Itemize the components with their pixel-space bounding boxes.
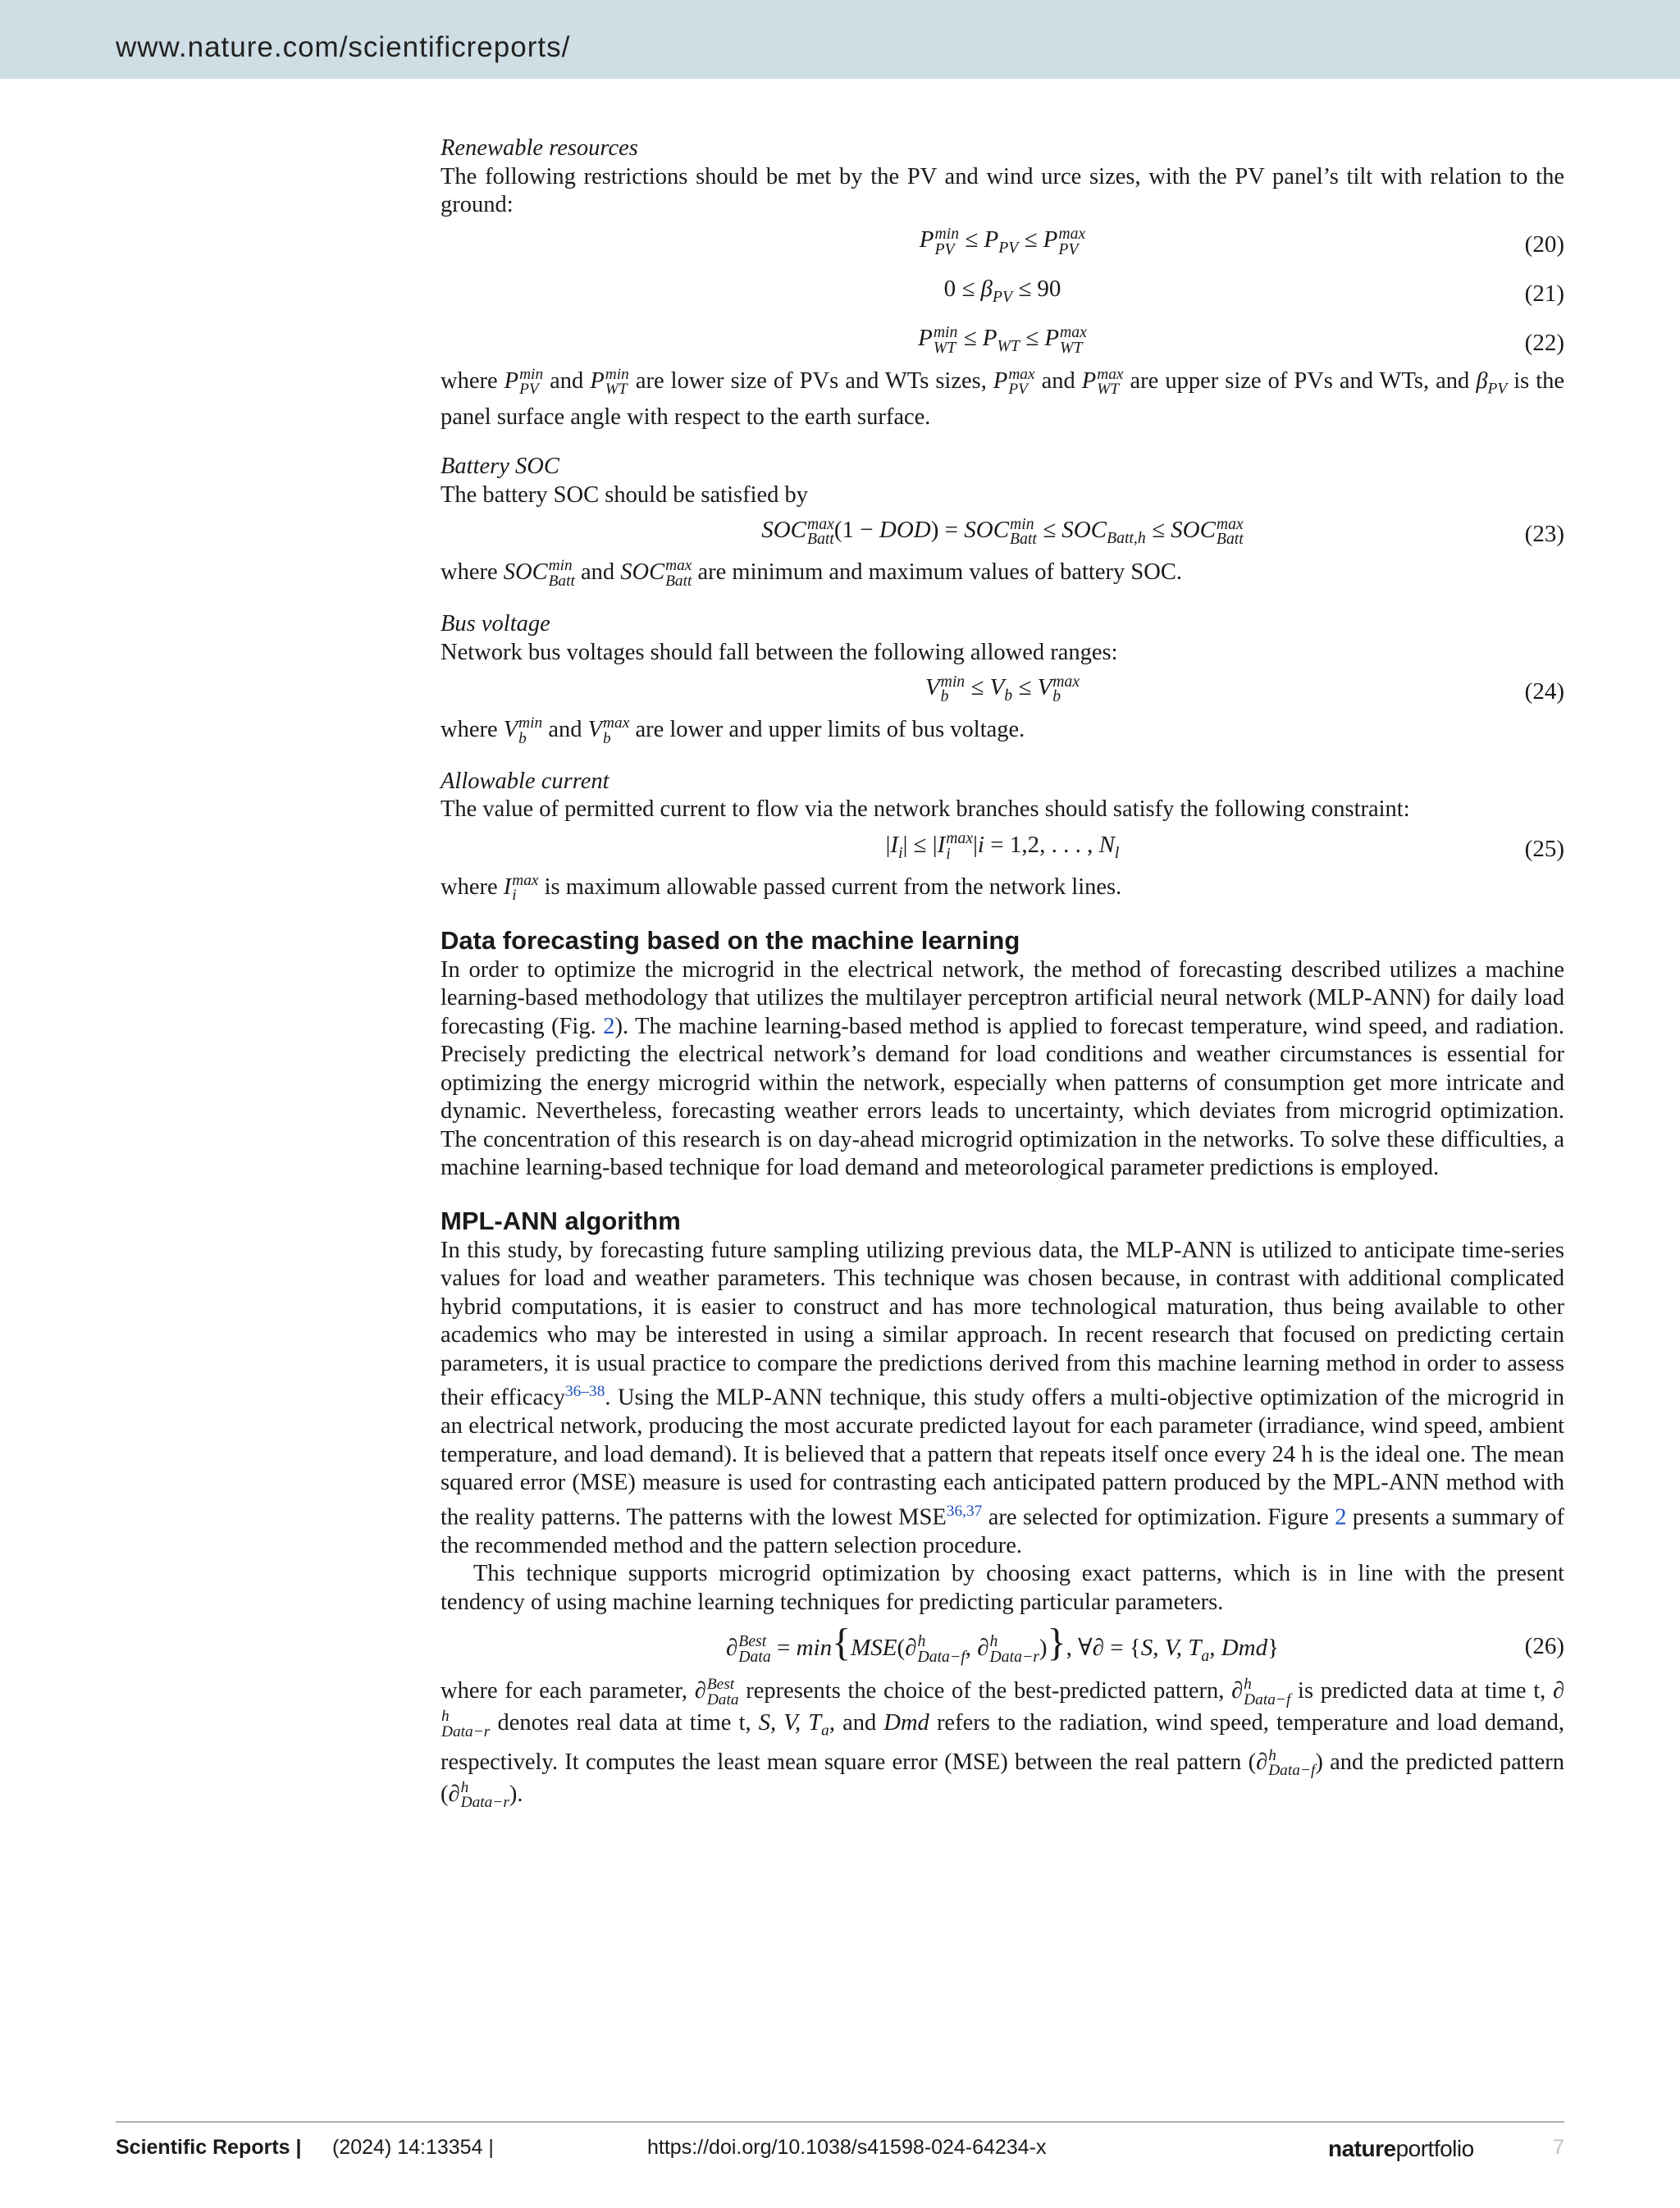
subheading-battery: Battery SOC [441,454,559,480]
section-renewable [441,135,1564,431]
paragraph-bus-where: where V min b and V max b are lower and upper limits of bus voltage. [441,714,1025,747]
paragraph-renewable-where: where P min PV and P min WT are lower size of PVs and WTs sizes, P max PV and P max WT are upper size of PVs and WTs, and $\beta_{PV}$ is the panel surface angle with respect to the earth surface. [441,365,1565,430]
equation-number: (25) [1524,835,1564,862]
paragraph-mpl-where: where for each parameter, ∂ Best Data represents the choice of the best-predicted pattern, ∂ h Data−f is predicted data at time t, ∂ h Data−r denotes real data at time t, S, V, $T_a$, and Dmd refers to the radiation, wind speed, temperature and load demand, respectively. It computes the least mean square error (MSE) between the real pattern (∂ h Data−f ) and the predicted pattern (∂ h Data−r ). [441,1676,1565,1812]
paragraph-current-where: where I max i is maximum allowable passed current from the network lines. [441,871,1122,905]
section-title-mpl-ann: MPL-ANN algorithm [441,1206,681,1235]
section-title-forecasting: Data forecasting based on the machine learning [441,925,1020,955]
subheading-renewable: Renewable resources [441,135,638,161]
equation-number: (24) [1524,677,1564,705]
paragraph-mpl-2: This technique supports microgrid optimization by choosing exact patterns, which is in line with the present tendency of using machine learning techniques for predicting particular parameters. [441,1561,1564,1615]
section-forecasting [441,925,1564,1183]
equation-number: (22) [1524,329,1564,356]
paragraph-mpl-1: In this study, by forecasting future sampling utilizing previous data, the MLP-ANN is utilized to anticipate time-series values for load and weather parameters. This technique was chosen because, in contrast with additional complicated hybrid computations, it is easier to construct and has more technological maturation, thus being available to other academics who may be interested in using a similar approach. In recent research that focused on predicting certain parameters, it is usual practice to compare the predictions derived from this machine learning method in order to assess their efficacy$^{36-38}$. Using the MLP-ANN technique, this study offers a multi-objective optimization of the microgrid in an electrical network, producing the most accurate predicted layout for each parameter (irradiance, wind speed, ambient temperature, and load demand). It is believed that a pattern that repeats itself once every 24 h is the ideal one. The mean squared error (MSE) measure is used for contrasting each anticipated pattern produced by the MPL-ANN method with the reality patterns. The patterns with the lowest MSE$^{36,37}$ are selected for optimization. Figure 2 presents a summary of the recommended method and the pattern selection procedure. [441,1237,1564,1558]
subheading-bus-voltage: Bus voltage [441,611,550,637]
equation-23: SOC max Batt (1 − DOD) = SOC min Batt ≤ $SOC_{Batt,h}$ ≤ SOC max Batt (23) [761,514,1564,549]
section-mpl-ann [441,1206,1564,1811]
section-allowable-current [441,768,1564,904]
paragraph-current-intro: The value of permitted current to flow via the network branches should satisfy the following constraint: [441,796,1410,823]
equation-21: $0 \le \beta_{PV} \le 90$ (21) [943,276,1564,307]
paragraph-battery-intro: The battery SOC should be satisfied by [441,481,809,508]
figure-link[interactable]: 2 [1335,1504,1347,1531]
paragraph-bus-intro: Network bus voltages should fall between the following allowed ranges: [441,639,1118,665]
section-battery [441,453,1564,589]
article-body [441,135,1564,1832]
subheading-allowable-current: Allowable current [441,768,609,794]
header-url[interactable]: www.nature.com/scientificreports/ [116,31,571,63]
equation-number: (20) [1524,230,1564,258]
section-bus-voltage [441,610,1564,746]
page-footer [116,2136,1564,2165]
paragraph-forecasting: In order to optimize the microgrid in the electrical network, the method of forecasting described utilizes a machine learning-based methodology that utilizes the multilayer perceptron artificial neural network (MLP-ANN) for daily load forecasting (Fig. 2). The machine learning-based method is applied to forecast temperature, wind speed, and radiation. Precisely predicting the electrical network’s demand for load conditions and weather circumstances is essential for optimizing the energy microgrid within the network, especially when patterns of consumption get more intricate and dynamic. Nevertheless, forecasting weather errors leads to uncertainty, which deviates from microgrid optimization. The concentration of this research is on day-ahead microgrid optimization in the networks. To solve these difficulties, a machine learning-based technique for load demand and meteorological parameter predictions is employed. [441,956,1564,1181]
footer-divider [116,2121,1564,2123]
footer-journal: Scientific Reports | [116,2136,302,2159]
paragraph-battery-where: where SOC min Batt and SOC max Batt are minimum and maximum values of battery SOC. [441,557,1182,590]
citation-link[interactable]: 36,37 [946,1502,983,1520]
equation-number: (26) [1524,1633,1564,1660]
footer-volume: (2024) 14:13354 | [332,2136,494,2159]
page-number: 7 [1553,2136,1564,2159]
equation-number: (21) [1524,280,1564,307]
paragraph-renewable-intro: The following restrictions should be met by the PV and wind urce sizes, with the PV panel’s tilt with relation to the ground: [441,163,1564,217]
figure-link[interactable]: 2 [603,1013,615,1039]
nature-portfolio-logo: natureportfolio [1328,2136,1474,2161]
footer-doi-link[interactable]: https://doi.org/10.1038/s41598-024-64234-x [647,2136,1047,2159]
equation-25: $|I_i| \le |I$ max i |i = 1,2, . . . , $N_l$ (25) [885,829,1564,864]
citation-link[interactable]: 36–38 [564,1383,605,1401]
equation-number: (23) [1524,520,1564,547]
equation-20: P min PV ≤ $P_{PV} \le P$ max PV (20) [919,224,1564,258]
equation-26: ∂ Best Data = min{MSE(∂ h Data−f , ∂ h Data−r )}, ∀∂ = {S, V, $T_a$, Dmd} (26) [725,1620,1564,1666]
equation-24: V min b ≤ $V_b \le V$ max b (24) [924,672,1564,706]
equation-22: P min WT ≤ $P_{WT} \le P$ max WT (22) [918,322,1564,357]
